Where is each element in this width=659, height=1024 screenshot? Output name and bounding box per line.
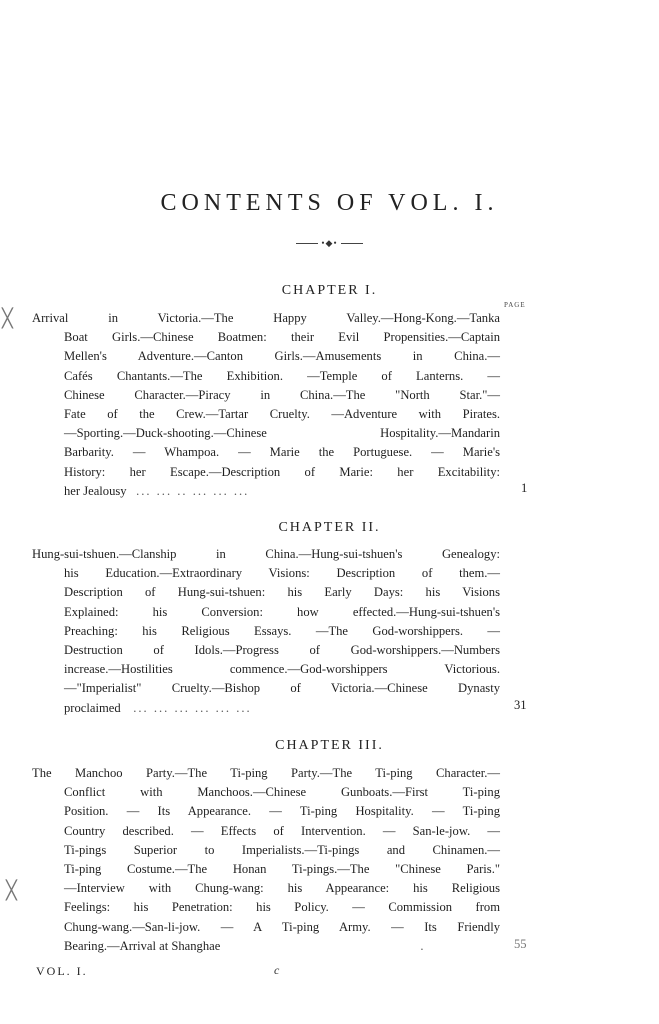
entry-line	[64, 482, 500, 501]
entry-line: Description of Hung-sui-tshuen: his Early Days: his Visions	[64, 585, 500, 600]
entry-line: Preaching: his Religious Essays. —The God-worshippers. —	[64, 623, 500, 638]
title-ornament: •◆•	[0, 238, 659, 249]
entry-line: Chung-wang.—San-li-jow. — A Ti-ping Army. — Its Friendly	[64, 919, 500, 934]
entry-line: Chinese Character.—Piracy in China.—The "North Star."—	[64, 387, 500, 402]
entry-line: Feelings: his Penetration: his Policy. — Commission from	[64, 900, 500, 915]
entry-line: —Interview with Chung-wang: his Appearance: his Religious	[64, 881, 500, 896]
entry-line: Boat Girls.—Chinese Boatmen: their Evil Propensities.—Captain	[64, 330, 500, 345]
dot-leaders: ... ... ... ... ... ...	[133, 700, 252, 715]
chapter-entry	[32, 309, 500, 501]
dot-leaders: ... ... .. ... ... ...	[136, 483, 250, 498]
chapter-entry	[32, 545, 500, 718]
entry-line: Fate of the Crew.—Tartar Cruelty. —Adventure with Pirates.	[64, 407, 500, 422]
entry-line-text: Bearing.—Arrival at Shanghae	[64, 938, 221, 953]
entry-line: Mellen's Adventure.—Canton Girls.—Amusements in China.—	[64, 349, 500, 364]
page-number: 1	[521, 481, 528, 495]
entry-line: The Manchoo Party.—The Ti-ping Party.—The Ti-ping Character.—	[32, 766, 500, 780]
chapter-heading: CHAPTER I.	[281, 283, 378, 298]
entry-line: Hung-sui-tshuen.—Clanship in China.—Hung-sui-tshuen's Genealogy:	[32, 547, 500, 561]
entry-line: Ti-pings Superior to Imperialists.—Ti-pings and Chinamen.—	[64, 842, 500, 857]
page-column-label: PAGE	[504, 301, 526, 309]
entry-line: Country described. — Effects of Intervention. — San-le-jow. —	[64, 823, 500, 838]
entry-line: Conflict with Manchoos.—Chinese Gunboats.—First Ti-ping	[64, 785, 500, 800]
entry-line: Destruction of Idols.—Progress of God-worshippers.—Numbers	[64, 643, 500, 658]
margin-cross-mark: ╳	[2, 308, 13, 329]
page-number: 55	[514, 937, 527, 951]
entry-line: Barbarity. — Whampoa. — Marie the Portuguese. — Marie's	[64, 445, 500, 460]
page-number: 31	[514, 698, 527, 712]
chapter-heading: CHAPTER II.	[278, 520, 381, 535]
chapter-entry	[32, 764, 500, 956]
entry-line: —Sporting.—Duck-shooting.—Chinese Hospitality.—Mandarin	[64, 426, 500, 441]
entry-line: Arrival in Victoria.—The Happy Valley.—Hong-Kong.—Tanka	[32, 311, 500, 325]
signature-letter: c	[274, 963, 280, 977]
entry-line-text: proclaimed	[64, 700, 121, 715]
entry-line: his Education.—Extraordinary Visions: Description of them.—	[64, 566, 500, 581]
entry-line-text: her Jealousy	[64, 483, 127, 498]
entry-line	[64, 699, 500, 718]
chapter-heading: CHAPTER III.	[275, 738, 384, 753]
entry-line: Ti-ping Costume.—The Honan Ti-pings.—The "Chinese Paris."	[64, 862, 500, 877]
entry-line: Position. — Its Appearance. — Ti-ping Hospitality. — Ti-ping	[64, 804, 500, 819]
dot-leaders: .	[420, 938, 426, 953]
entry-line: Explained: his Conversion: how effected.—Hung-sui-tshuen's	[64, 604, 500, 619]
page-title: CONTENTS OF VOL. I.	[160, 190, 499, 216]
entry-line: History: her Escape.—Description of Marie: her Excitability:	[64, 464, 500, 479]
signature-mark: VOL. I.	[36, 964, 88, 978]
margin-cross-mark: ╳	[6, 880, 17, 901]
entry-line: increase.—Hostilities commence.—God-worshippers Victorious.	[64, 662, 500, 677]
entry-line: —"Imperialist" Cruelty.—Bishop of Victoria.—Chinese Dynasty	[64, 681, 500, 696]
entry-line: Cafés Chantants.—The Exhibition. —Temple of Lanterns. —	[64, 368, 500, 383]
entry-line	[64, 937, 500, 956]
